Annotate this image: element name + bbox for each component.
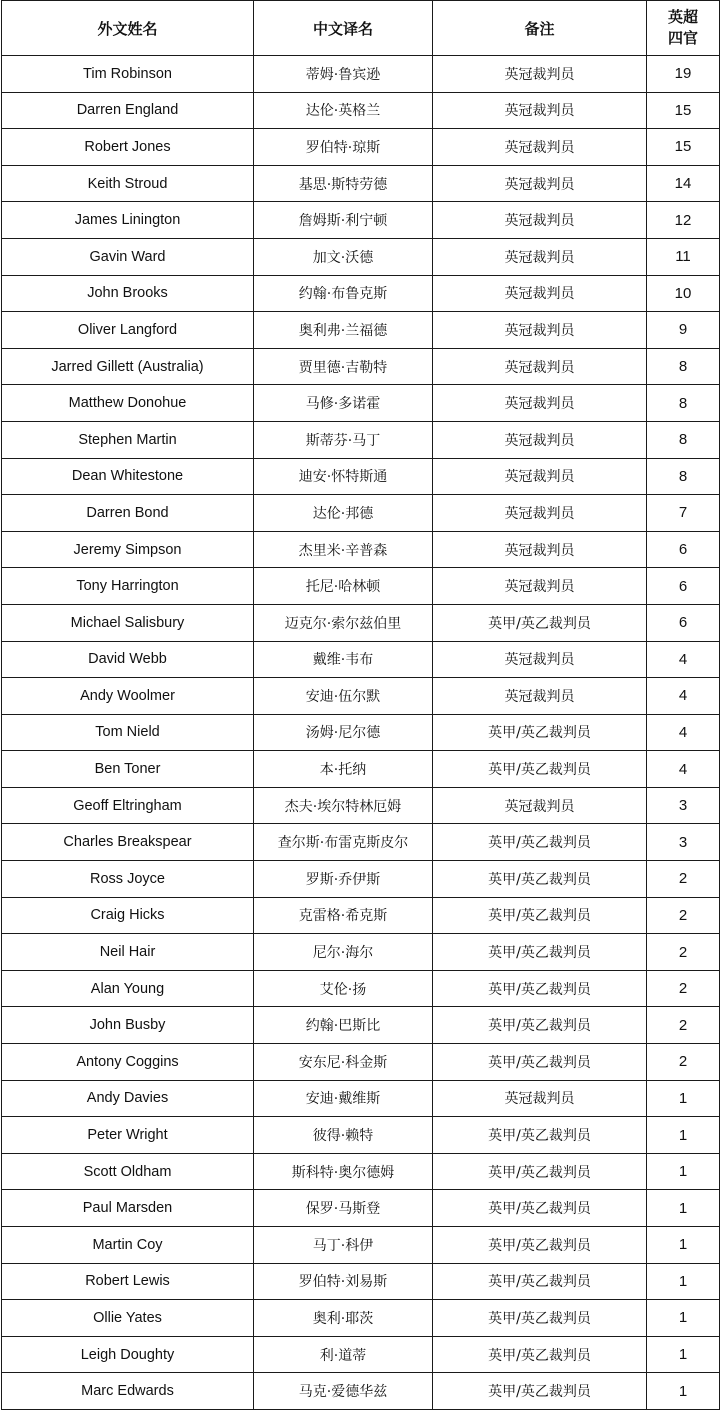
referee-table xyxy=(1,0,720,1410)
chinese-name-cell: 本·托纳 xyxy=(254,751,433,788)
note-cell: 英甲/英乙裁判员 xyxy=(433,1190,647,1227)
foreign-name-cell: Tony Harrington xyxy=(2,568,254,605)
foreign-name-cell: Charles Breakspear xyxy=(2,824,254,861)
chinese-name-cell: 尼尔·海尔 xyxy=(254,934,433,971)
count-cell: 2 xyxy=(647,1007,720,1044)
count-cell: 3 xyxy=(647,787,720,824)
foreign-name-cell: Martin Coy xyxy=(2,1227,254,1264)
header-count-line1: 英超 xyxy=(667,8,698,26)
note-cell: 英甲/英乙裁判员 xyxy=(433,751,647,788)
chinese-name-cell: 彼得·赖特 xyxy=(254,1117,433,1154)
foreign-name-cell: Geoff Eltringham xyxy=(2,787,254,824)
chinese-name-cell: 查尔斯·布雷克斯皮尔 xyxy=(254,824,433,861)
table-row xyxy=(2,1263,720,1300)
table-row xyxy=(2,56,720,93)
chinese-name-cell: 马克·爱德华兹 xyxy=(254,1373,433,1410)
foreign-name-cell: Ross Joyce xyxy=(2,861,254,898)
count-cell: 4 xyxy=(647,714,720,751)
count-cell: 14 xyxy=(647,165,720,202)
chinese-name-cell: 安东尼·科金斯 xyxy=(254,1044,433,1081)
foreign-name-cell: Robert Lewis xyxy=(2,1263,254,1300)
note-cell: 英甲/英乙裁判员 xyxy=(433,1263,647,1300)
count-cell: 3 xyxy=(647,824,720,861)
note-cell: 英甲/英乙裁判员 xyxy=(433,1044,647,1081)
note-cell: 英冠裁判员 xyxy=(433,56,647,93)
note-cell: 英甲/英乙裁判员 xyxy=(433,1373,647,1410)
header-chinese-name: 中文译名 xyxy=(254,1,433,56)
note-cell: 英冠裁判员 xyxy=(433,641,647,678)
note-cell: 英冠裁判员 xyxy=(433,495,647,532)
chinese-name-cell: 马修·多诺霍 xyxy=(254,385,433,422)
count-cell: 11 xyxy=(647,238,720,275)
note-cell: 英冠裁判员 xyxy=(433,1080,647,1117)
table-row xyxy=(2,312,720,349)
foreign-name-cell: Keith Stroud xyxy=(2,165,254,202)
table-row xyxy=(2,751,720,788)
foreign-name-cell: Andy Davies xyxy=(2,1080,254,1117)
table-row xyxy=(2,1336,720,1373)
note-cell: 英甲/英乙裁判员 xyxy=(433,714,647,751)
foreign-name-cell: John Brooks xyxy=(2,275,254,312)
foreign-name-cell: Tim Robinson xyxy=(2,56,254,93)
table-row xyxy=(2,458,720,495)
foreign-name-cell: Leigh Doughty xyxy=(2,1336,254,1373)
chinese-name-cell: 基思·斯特劳德 xyxy=(254,165,433,202)
count-cell: 8 xyxy=(647,348,720,385)
note-cell: 英冠裁判员 xyxy=(433,129,647,166)
count-cell: 1 xyxy=(647,1373,720,1410)
foreign-name-cell: Andy Woolmer xyxy=(2,678,254,715)
foreign-name-cell: Antony Coggins xyxy=(2,1044,254,1081)
chinese-name-cell: 约翰·布鲁克斯 xyxy=(254,275,433,312)
foreign-name-cell: Jarred Gillett (Australia) xyxy=(2,348,254,385)
count-cell: 1 xyxy=(647,1336,720,1373)
table-row xyxy=(2,824,720,861)
table-row xyxy=(2,202,720,239)
table-row xyxy=(2,1373,720,1410)
count-cell: 4 xyxy=(647,641,720,678)
count-cell: 10 xyxy=(647,275,720,312)
chinese-name-cell: 戴维·韦布 xyxy=(254,641,433,678)
count-cell: 8 xyxy=(647,421,720,458)
count-cell: 15 xyxy=(647,92,720,129)
foreign-name-cell: John Busby xyxy=(2,1007,254,1044)
chinese-name-cell: 安迪·伍尔默 xyxy=(254,678,433,715)
table-row xyxy=(2,1300,720,1337)
note-cell: 英甲/英乙裁判员 xyxy=(433,1007,647,1044)
table-row xyxy=(2,348,720,385)
foreign-name-cell: Ben Toner xyxy=(2,751,254,788)
note-cell: 英冠裁判员 xyxy=(433,678,647,715)
foreign-name-cell: Tom Nield xyxy=(2,714,254,751)
foreign-name-cell: Darren Bond xyxy=(2,495,254,532)
foreign-name-cell: Ollie Yates xyxy=(2,1300,254,1337)
chinese-name-cell: 马丁·科伊 xyxy=(254,1227,433,1264)
table-row xyxy=(2,165,720,202)
chinese-name-cell: 罗伯特·刘易斯 xyxy=(254,1263,433,1300)
table-row xyxy=(2,275,720,312)
table-row xyxy=(2,92,720,129)
table-row xyxy=(2,1080,720,1117)
count-cell: 12 xyxy=(647,202,720,239)
table-row xyxy=(2,531,720,568)
count-cell: 7 xyxy=(647,495,720,532)
chinese-name-cell: 蒂姆·鲁宾逊 xyxy=(254,56,433,93)
foreign-name-cell: Stephen Martin xyxy=(2,421,254,458)
note-cell: 英甲/英乙裁判员 xyxy=(433,1117,647,1154)
table-row xyxy=(2,238,720,275)
chinese-name-cell: 杰夫·埃尔特林厄姆 xyxy=(254,787,433,824)
count-cell: 2 xyxy=(647,970,720,1007)
foreign-name-cell: Craig Hicks xyxy=(2,897,254,934)
chinese-name-cell: 汤姆·尼尔德 xyxy=(254,714,433,751)
note-cell: 英甲/英乙裁判员 xyxy=(433,604,647,641)
note-cell: 英甲/英乙裁判员 xyxy=(433,897,647,934)
foreign-name-cell: Michael Salisbury xyxy=(2,604,254,641)
table-row xyxy=(2,604,720,641)
table-row xyxy=(2,678,720,715)
count-cell: 19 xyxy=(647,56,720,93)
count-cell: 15 xyxy=(647,129,720,166)
table-row xyxy=(2,970,720,1007)
chinese-name-cell: 安迪·戴维斯 xyxy=(254,1080,433,1117)
table-row xyxy=(2,385,720,422)
foreign-name-cell: David Webb xyxy=(2,641,254,678)
chinese-name-cell: 贾里德·吉勒特 xyxy=(254,348,433,385)
foreign-name-cell: Gavin Ward xyxy=(2,238,254,275)
note-cell: 英冠裁判员 xyxy=(433,787,647,824)
table-row xyxy=(2,1153,720,1190)
note-cell: 英冠裁判员 xyxy=(433,421,647,458)
foreign-name-cell: James Linington xyxy=(2,202,254,239)
chinese-name-cell: 罗斯·乔伊斯 xyxy=(254,861,433,898)
note-cell: 英冠裁判员 xyxy=(433,385,647,422)
table-row xyxy=(2,1007,720,1044)
foreign-name-cell: Jeremy Simpson xyxy=(2,531,254,568)
note-cell: 英甲/英乙裁判员 xyxy=(433,1336,647,1373)
note-cell: 英甲/英乙裁判员 xyxy=(433,934,647,971)
foreign-name-cell: Peter Wright xyxy=(2,1117,254,1154)
count-cell: 2 xyxy=(647,1044,720,1081)
note-cell: 英冠裁判员 xyxy=(433,165,647,202)
table-row xyxy=(2,1117,720,1154)
count-cell: 1 xyxy=(647,1117,720,1154)
note-cell: 英甲/英乙裁判员 xyxy=(433,1300,647,1337)
chinese-name-cell: 迪安·怀特斯通 xyxy=(254,458,433,495)
header-count-line2: 四官 xyxy=(667,29,698,47)
count-cell: 9 xyxy=(647,312,720,349)
count-cell: 1 xyxy=(647,1300,720,1337)
chinese-name-cell: 约翰·巴斯比 xyxy=(254,1007,433,1044)
note-cell: 英甲/英乙裁判员 xyxy=(433,861,647,898)
count-cell: 2 xyxy=(647,897,720,934)
count-cell: 6 xyxy=(647,568,720,605)
chinese-name-cell: 克雷格·希克斯 xyxy=(254,897,433,934)
count-cell: 6 xyxy=(647,531,720,568)
table-row xyxy=(2,568,720,605)
note-cell: 英冠裁判员 xyxy=(433,458,647,495)
table-body xyxy=(2,56,720,1410)
note-cell: 英甲/英乙裁判员 xyxy=(433,1153,647,1190)
table-row xyxy=(2,641,720,678)
foreign-name-cell: Scott Oldham xyxy=(2,1153,254,1190)
header-foreign-name: 外文姓名 xyxy=(2,1,254,56)
table-row xyxy=(2,1227,720,1264)
note-cell: 英甲/英乙裁判员 xyxy=(433,970,647,1007)
count-cell: 1 xyxy=(647,1153,720,1190)
table-row xyxy=(2,861,720,898)
count-cell: 6 xyxy=(647,604,720,641)
foreign-name-cell: Dean Whitestone xyxy=(2,458,254,495)
table-row xyxy=(2,495,720,532)
table-row xyxy=(2,714,720,751)
chinese-name-cell: 詹姆斯·利宁顿 xyxy=(254,202,433,239)
table-row xyxy=(2,897,720,934)
note-cell: 英冠裁判员 xyxy=(433,568,647,605)
count-cell: 2 xyxy=(647,934,720,971)
foreign-name-cell: Robert Jones xyxy=(2,129,254,166)
foreign-name-cell: Marc Edwards xyxy=(2,1373,254,1410)
chinese-name-cell: 杰里米·辛普森 xyxy=(254,531,433,568)
note-cell: 英冠裁判员 xyxy=(433,275,647,312)
chinese-name-cell: 加文·沃德 xyxy=(254,238,433,275)
table-row xyxy=(2,1044,720,1081)
count-cell: 4 xyxy=(647,678,720,715)
note-cell: 英冠裁判员 xyxy=(433,238,647,275)
chinese-name-cell: 奥利弗·兰福德 xyxy=(254,312,433,349)
foreign-name-cell: Matthew Donohue xyxy=(2,385,254,422)
header-row xyxy=(2,1,720,56)
note-cell: 英冠裁判员 xyxy=(433,348,647,385)
table-row xyxy=(2,129,720,166)
count-cell: 4 xyxy=(647,751,720,788)
count-cell: 8 xyxy=(647,385,720,422)
count-cell: 1 xyxy=(647,1227,720,1264)
table-row xyxy=(2,934,720,971)
note-cell: 英甲/英乙裁判员 xyxy=(433,1227,647,1264)
foreign-name-cell: Alan Young xyxy=(2,970,254,1007)
count-cell: 2 xyxy=(647,861,720,898)
chinese-name-cell: 斯蒂芬·马丁 xyxy=(254,421,433,458)
foreign-name-cell: Neil Hair xyxy=(2,934,254,971)
note-cell: 英冠裁判员 xyxy=(433,312,647,349)
table-row xyxy=(2,1190,720,1227)
table-row xyxy=(2,421,720,458)
table-row xyxy=(2,787,720,824)
count-cell: 1 xyxy=(647,1190,720,1227)
header-note: 备注 xyxy=(433,1,647,56)
note-cell: 英冠裁判员 xyxy=(433,531,647,568)
chinese-name-cell: 保罗·马斯登 xyxy=(254,1190,433,1227)
chinese-name-cell: 奥利·耶茨 xyxy=(254,1300,433,1337)
chinese-name-cell: 斯科特·奥尔德姆 xyxy=(254,1153,433,1190)
header-count xyxy=(647,1,720,56)
chinese-name-cell: 迈克尔·索尔兹伯里 xyxy=(254,604,433,641)
chinese-name-cell: 达伦·英格兰 xyxy=(254,92,433,129)
chinese-name-cell: 利·道蒂 xyxy=(254,1336,433,1373)
count-cell: 1 xyxy=(647,1263,720,1300)
note-cell: 英冠裁判员 xyxy=(433,92,647,129)
chinese-name-cell: 艾伦·扬 xyxy=(254,970,433,1007)
foreign-name-cell: Darren England xyxy=(2,92,254,129)
count-cell: 1 xyxy=(647,1080,720,1117)
foreign-name-cell: Paul Marsden xyxy=(2,1190,254,1227)
foreign-name-cell: Oliver Langford xyxy=(2,312,254,349)
chinese-name-cell: 达伦·邦德 xyxy=(254,495,433,532)
chinese-name-cell: 罗伯特·琼斯 xyxy=(254,129,433,166)
chinese-name-cell: 托尼·哈林顿 xyxy=(254,568,433,605)
note-cell: 英冠裁判员 xyxy=(433,202,647,239)
note-cell: 英甲/英乙裁判员 xyxy=(433,824,647,861)
count-cell: 8 xyxy=(647,458,720,495)
table-header xyxy=(2,1,720,56)
